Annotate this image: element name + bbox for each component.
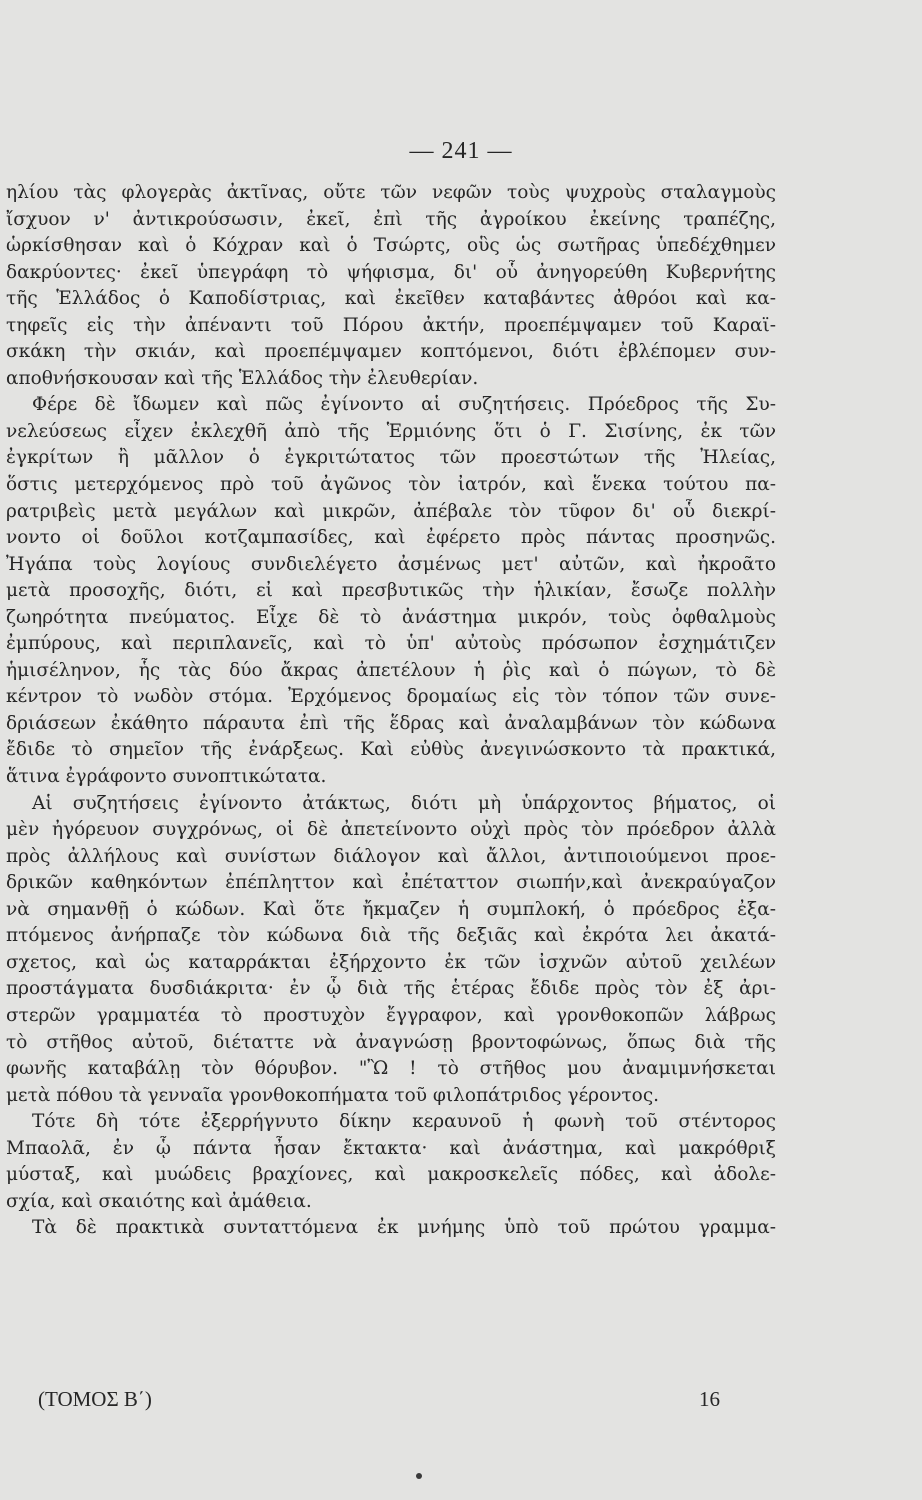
text-line: στερῶν γραμματέα τὸ προστυχὸν ἔγγραφον, καὶ γρονθοκοπῶν λάβρως bbox=[6, 1004, 776, 1026]
text-line: ἔδιδε τὸ σημεῖον τῆς ἐνάρξεως. Καὶ εὐθὺς ἀνεγινώσκοντο τὰ πρακτικά, bbox=[6, 739, 776, 761]
text-line: Τότε δὴ τότε ἐξερρήγνυτο δίκην κεραυνοῦ ἡ φωνὴ τοῦ στέντορος bbox=[32, 1111, 776, 1133]
page-footer bbox=[38, 1387, 720, 1412]
text-line: μετὰ πόθου τὰ γενναῖα γρονθοκοπήματα τοῦ φιλοπάτριδος γέροντος. bbox=[6, 1084, 660, 1106]
text-line: τηφεῖς εἰς τὴν ἀπέναντι τοῦ Πόρου ἀκτήν, προεπέμψαμεν τοῦ Καραϊ- bbox=[6, 314, 776, 336]
text-line: δρικῶν καθηκόντων ἐπέπληττον καὶ ἐπέταττον σιωπήν,καὶ ἀνεκραύγαζον bbox=[6, 872, 776, 894]
text-line: πρὸς ἀλλήλους καὶ συνίστων διάλογον καὶ ἄλλοι, ἀντιποιούμενοι προε- bbox=[6, 845, 776, 867]
text-line: τὸ στῆθος αὐτοῦ, διέταττε νὰ ἀναγνώσῃ βροντοφώνως, ὅπως διὰ τῆς bbox=[6, 1031, 776, 1053]
page-number: — 241 — bbox=[409, 138, 513, 164]
text-line: ἴσχυον ν' ἀντικρούσωσιν, ἐκεῖ, ἐπὶ τῆς ἀγροίκου ἐκείνης τραπέζης, bbox=[6, 208, 776, 230]
text-line: ζωηρότητα πνεύματος. Εἶχε δὲ τὸ ἀνάστημα μικρόν, τοὺς ὀφθαλμοὺς bbox=[6, 606, 776, 628]
body-text bbox=[6, 180, 776, 1242]
text-line: Αἱ συζητήσεις ἐγίνοντο ἀτάκτως, διότι μὴ ὑπάρχοντος βήματος, οἱ bbox=[32, 792, 776, 814]
text-line: σκάκη τὴν σκιάν, καὶ προεπέμψαμεν κοπτόμενοι, διότι ἐβλέπομεν συν- bbox=[6, 341, 776, 363]
text-line: ἡμισέληνον, ἧς τὰς δύο ἄκρας ἀπετέλουν ἡ ῥὶς καὶ ὁ πώγων, τὸ δὲ bbox=[6, 659, 776, 681]
text-line: Μπαολᾶ, ἐν ᾧ πάντα ἦσαν ἔκτακτα· καὶ ἀνάστημα, καὶ μακρόθριξ bbox=[6, 1137, 776, 1159]
text-line: ἐγκρίτων ἢ μᾶλλον ὁ ἐγκριτώτατος τῶν προεστώτων τῆς Ἠλείας, bbox=[6, 447, 776, 469]
text-line: δριάσεων ἐκάθητο πάραυτα ἐπὶ τῆς ἕδρας καὶ ἀναλαμβάνων τὸν κώδωνα bbox=[6, 712, 776, 734]
volume-label: (ΤΟΜΟΣ Β΄) bbox=[38, 1387, 152, 1411]
text-line: ἐμπύρους, καὶ περιπλανεῖς, καὶ τὸ ὑπ' αὐτοὺς πρόσωπον ἐσχημάτιζεν bbox=[6, 633, 776, 655]
text-line: ρατριβεὶς μετὰ μεγάλων καὶ μικρῶν, ἀπέβαλε τὸν τῦφον δι' οὗ διεκρί- bbox=[6, 500, 776, 522]
text-line: ὡρκίσθησαν καὶ ὁ Κόχραν καὶ ὁ Τσώρτς, οὓς ὡς σωτῆρας ὑπεδέχθημεν bbox=[6, 235, 776, 257]
text-line: αποθνήσκουσαν καὶ τῆς Ἑλλάδος τὴν ἐλευθερίαν. bbox=[6, 367, 479, 389]
text-line: μὲν ἠγόρευον συγχρόνως, οἱ δὲ ἀπετείνοντο οὐχὶ πρὸς τὸν πρόεδρον ἀλλὰ bbox=[6, 819, 776, 841]
text-line: πτόμενος ἀνήρπαζε τὸν κώδωνα διὰ τῆς δεξιᾶς καὶ ἐκρότα λει ἀκατά- bbox=[6, 925, 776, 947]
text-line: μύσταξ, καὶ μυώδεις βραχίονες, καὶ μακροσκελεῖς πόδες, καὶ ἀδολε- bbox=[6, 1164, 776, 1186]
text-line: τῆς Ἑλλάδος ὁ Καποδίστριας, καὶ ἐκεῖθεν καταβάντες ἀθρόοι καὶ κα- bbox=[6, 288, 776, 310]
text-line: Τὰ δὲ πρακτικὰ συνταττόμενα ἐκ μνήμης ὑπὸ τοῦ πρώτου γραμμα- bbox=[32, 1217, 776, 1239]
text-line: κέντρον τὸ νωδὸν στόμα. Ἐρχόμενος δρομαίως εἰς τὸν τόπον τῶν συνε- bbox=[6, 686, 776, 708]
text-line: Ἠγάπα τοὺς λογίους συνδιελέγετο ἀσμένως μετ' αὐτῶν, καὶ ἠκροᾶτο bbox=[6, 553, 776, 575]
text-line: φωνῆς καταβάλῃ τὸν θόρυβον. "Ὢ ! τὸ στῆθος μου ἀναμιμνήσκεται bbox=[6, 1058, 776, 1080]
text-line: σχετος, καὶ ὡς καταρράκται ἐξήρχοντο ἐκ τῶν ἰσχνῶν αὐτοῦ χειλέων bbox=[6, 951, 776, 973]
text-line: προστάγματα δυσδιάκριτα· ἐν ᾧ διὰ τῆς ἑτέρας ἔδιδε πρὸς τὸν ἐξ ἀρι- bbox=[6, 978, 776, 1000]
signature-mark: 16 bbox=[699, 1387, 720, 1411]
text-line: νοντο οἱ δοῦλοι κοτζαμπασίδες, καὶ ἐφέρετο πρὸς πάντας προσηνῶς. bbox=[6, 527, 776, 549]
text-line: σχία, καὶ σκαιότης καὶ ἀμάθεια. bbox=[6, 1190, 312, 1212]
text-line: μετὰ προσοχῆς, διότι, εἰ καὶ πρεσβυτικῶς τὴν ἡλικίαν, ἔσωζε πολλὴν bbox=[6, 580, 776, 602]
text-line: Φέρε δὲ ἴδωμεν καὶ πῶς ἐγίνοντο αἱ συζητήσεις. Πρόεδρος τῆς Συ- bbox=[32, 394, 776, 416]
text-line: ἅτινα ἐγράφοντο συνοπτικώτατα. bbox=[6, 766, 327, 788]
text-line: δακρύοντες· ἐκεῖ ὑπεγράφη τὸ ψήφισμα, δι' οὗ ἀνηγορεύθη Κυβερνήτης bbox=[6, 261, 776, 283]
text-line: ὅστις μετερχόμενος πρὸ τοῦ ἀγῶνος τὸν ἰατρόν, καὶ ἕνεκα τούτου πα- bbox=[6, 474, 776, 496]
text-line: ηλίου τὰς φλογερὰς ἀκτῖνας, οὔτε τῶν νεφῶν τοὺς ψυχροὺς σταλαγμοὺς bbox=[6, 182, 776, 203]
ink-dot bbox=[416, 1473, 422, 1479]
text-line: νελεύσεως εἶχεν ἐκλεχθῆ ἀπὸ τῆς Ἑρμιόνης ὅτι ὁ Γ. Σισίνης, ἐκ τῶν bbox=[6, 420, 776, 442]
text-line: νὰ σημανθῇ ὁ κώδων. Καὶ ὅτε ἤκμαζεν ἡ συμπλοκή, ὁ πρόεδρος ἐξα- bbox=[6, 898, 776, 920]
